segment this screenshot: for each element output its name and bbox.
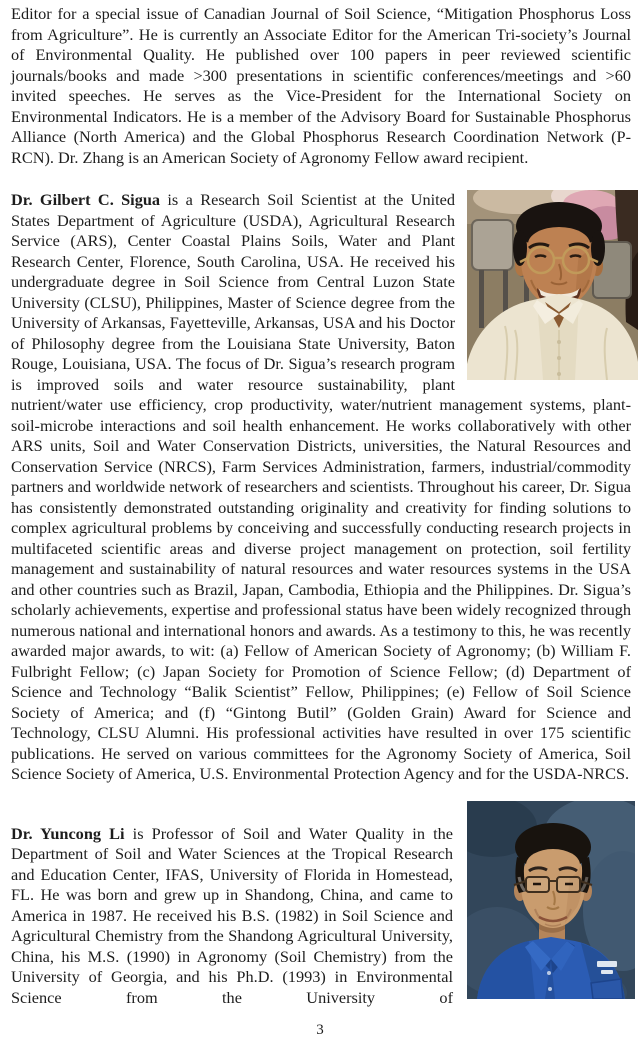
bio-name-bold: Dr. Gilbert C. Sigua [11, 190, 161, 209]
bio-paragraph-gilbert-sigua [11, 190, 631, 785]
yuncong-li-photo-image [467, 801, 635, 999]
bio-paragraph-zhang-continued [11, 4, 631, 168]
page-number: 3 [316, 1022, 324, 1038]
bio-text: is a Research Soil Scientist at the United States Department of Agriculture (USDA), Agricultural Research Service (ARS), Center Coastal Plains Soils, Water and Plant Research Center, Florence, South Carolina, USA. He received his undergraduate degree in Soil Science from Central Luzon State University (CLSU), Philippines, Master of Science degree from the University of Arkansas, Fayetteville, Arkansas, USA and his Doctor of Philosophy degree from the Louisiana State University, Baton Rouge, Louisiana, USA. The focus of Dr. Sigua’s research program is improved soils and water resource sustainability, plant nutrient/water use efficiency, crop productivity, water/nutrient management systems, plant-soil-microbe interactions and soil health enhancement. He works collaboratively with other ARS units, Soil and Water Conservation Districts, universities, the Natural Resources and Conservation Service (NRCS), Farm Services Administration, farmers, industrial/commodity partners and worldwide network of researchers and scientists. Throughout his career, Dr. Sigua has consistently demonstrated outstanding originality and creativity for finding solutions to complex agricultural problems by conceiving and successfully conducting research projects in multifaceted scientific areas and diverse project management on protection, soil fertility management and sustainability of natural resources and water resources systems in the USA and other countries such as Brazil, Japan, Cambodia, Ethiopia and the Philippines. Dr. Sigua’s scholarly achievements, expertise and professional status have been widely recognized through numerous national and international honors and awards. As a testimony to this, he was recently awarded major awards, to wit: (a) Fellow of American Society of Agronomy; (b) William F. Fulbright Fellow; (c) Japan Society for Promotion of Science Fellow; (d) Department of Science and Technology “Balik Scientist” Fellow, Philippines; (e) Fellow of Soil Science Society of America; and (f) “Gintong Butil” (Golden Grain) Award for Science and Technology, CLSU Alumni. His professional activities have resulted in over 175 scientific publications. He served on various committees for the Agronomy Society of America, Soil Science Society of America, U.S. Environmental Protection Agency and for the USDA-NRCS. [11, 190, 631, 783]
bio-text: is Professor of Soil and Water Quality in the Department of Soil and Water Sciences at the Tropical Research and Education Center, IFAS, University of Florida in Homestead, FL. He was born and grew up in Shandong, China, and came to America in 1987. He received his B.S. (1982) in Soil Science and Agricultural Chemistry from the Shandong Agricultural University, China, his M.S. (1990) in Agronomy (Soil Chemistry) from the University of Georgia, and his Ph.D. (1993) in Environmental Science from the University of [11, 823, 453, 1007]
portrait-yuncong-li [467, 801, 635, 1033]
bio-paragraph-yuncong-li [11, 824, 631, 1009]
gilbert-sigua-photo-image [467, 190, 638, 380]
bio-name-bold: Dr. Yuncong Li [11, 823, 125, 843]
portrait-gilbert-sigua [467, 190, 638, 383]
bio-text: Editor for a special issue of Canadian Journal of Soil Science, “Mitigation Phosphorus Loss from Agriculture”. He is currently an Associate Editor for the American Tri-society’s Journal of Environmental Quality. He published over 100 papers in peer reviewed scientific journals/books and made >300 presentations in scientific conferences/meetings and >60 invited speeches. He serves as the Vice-President for the International Society on Environmental Indicators. He is a member of the Advisory Board for Sustainable Phosphorus Alliance (North America) and the Global Phosphorus Research Coordination Network (P-RCN). Dr. Zhang is an American Society of Agronomy Fellow award recipient. [11, 4, 631, 167]
